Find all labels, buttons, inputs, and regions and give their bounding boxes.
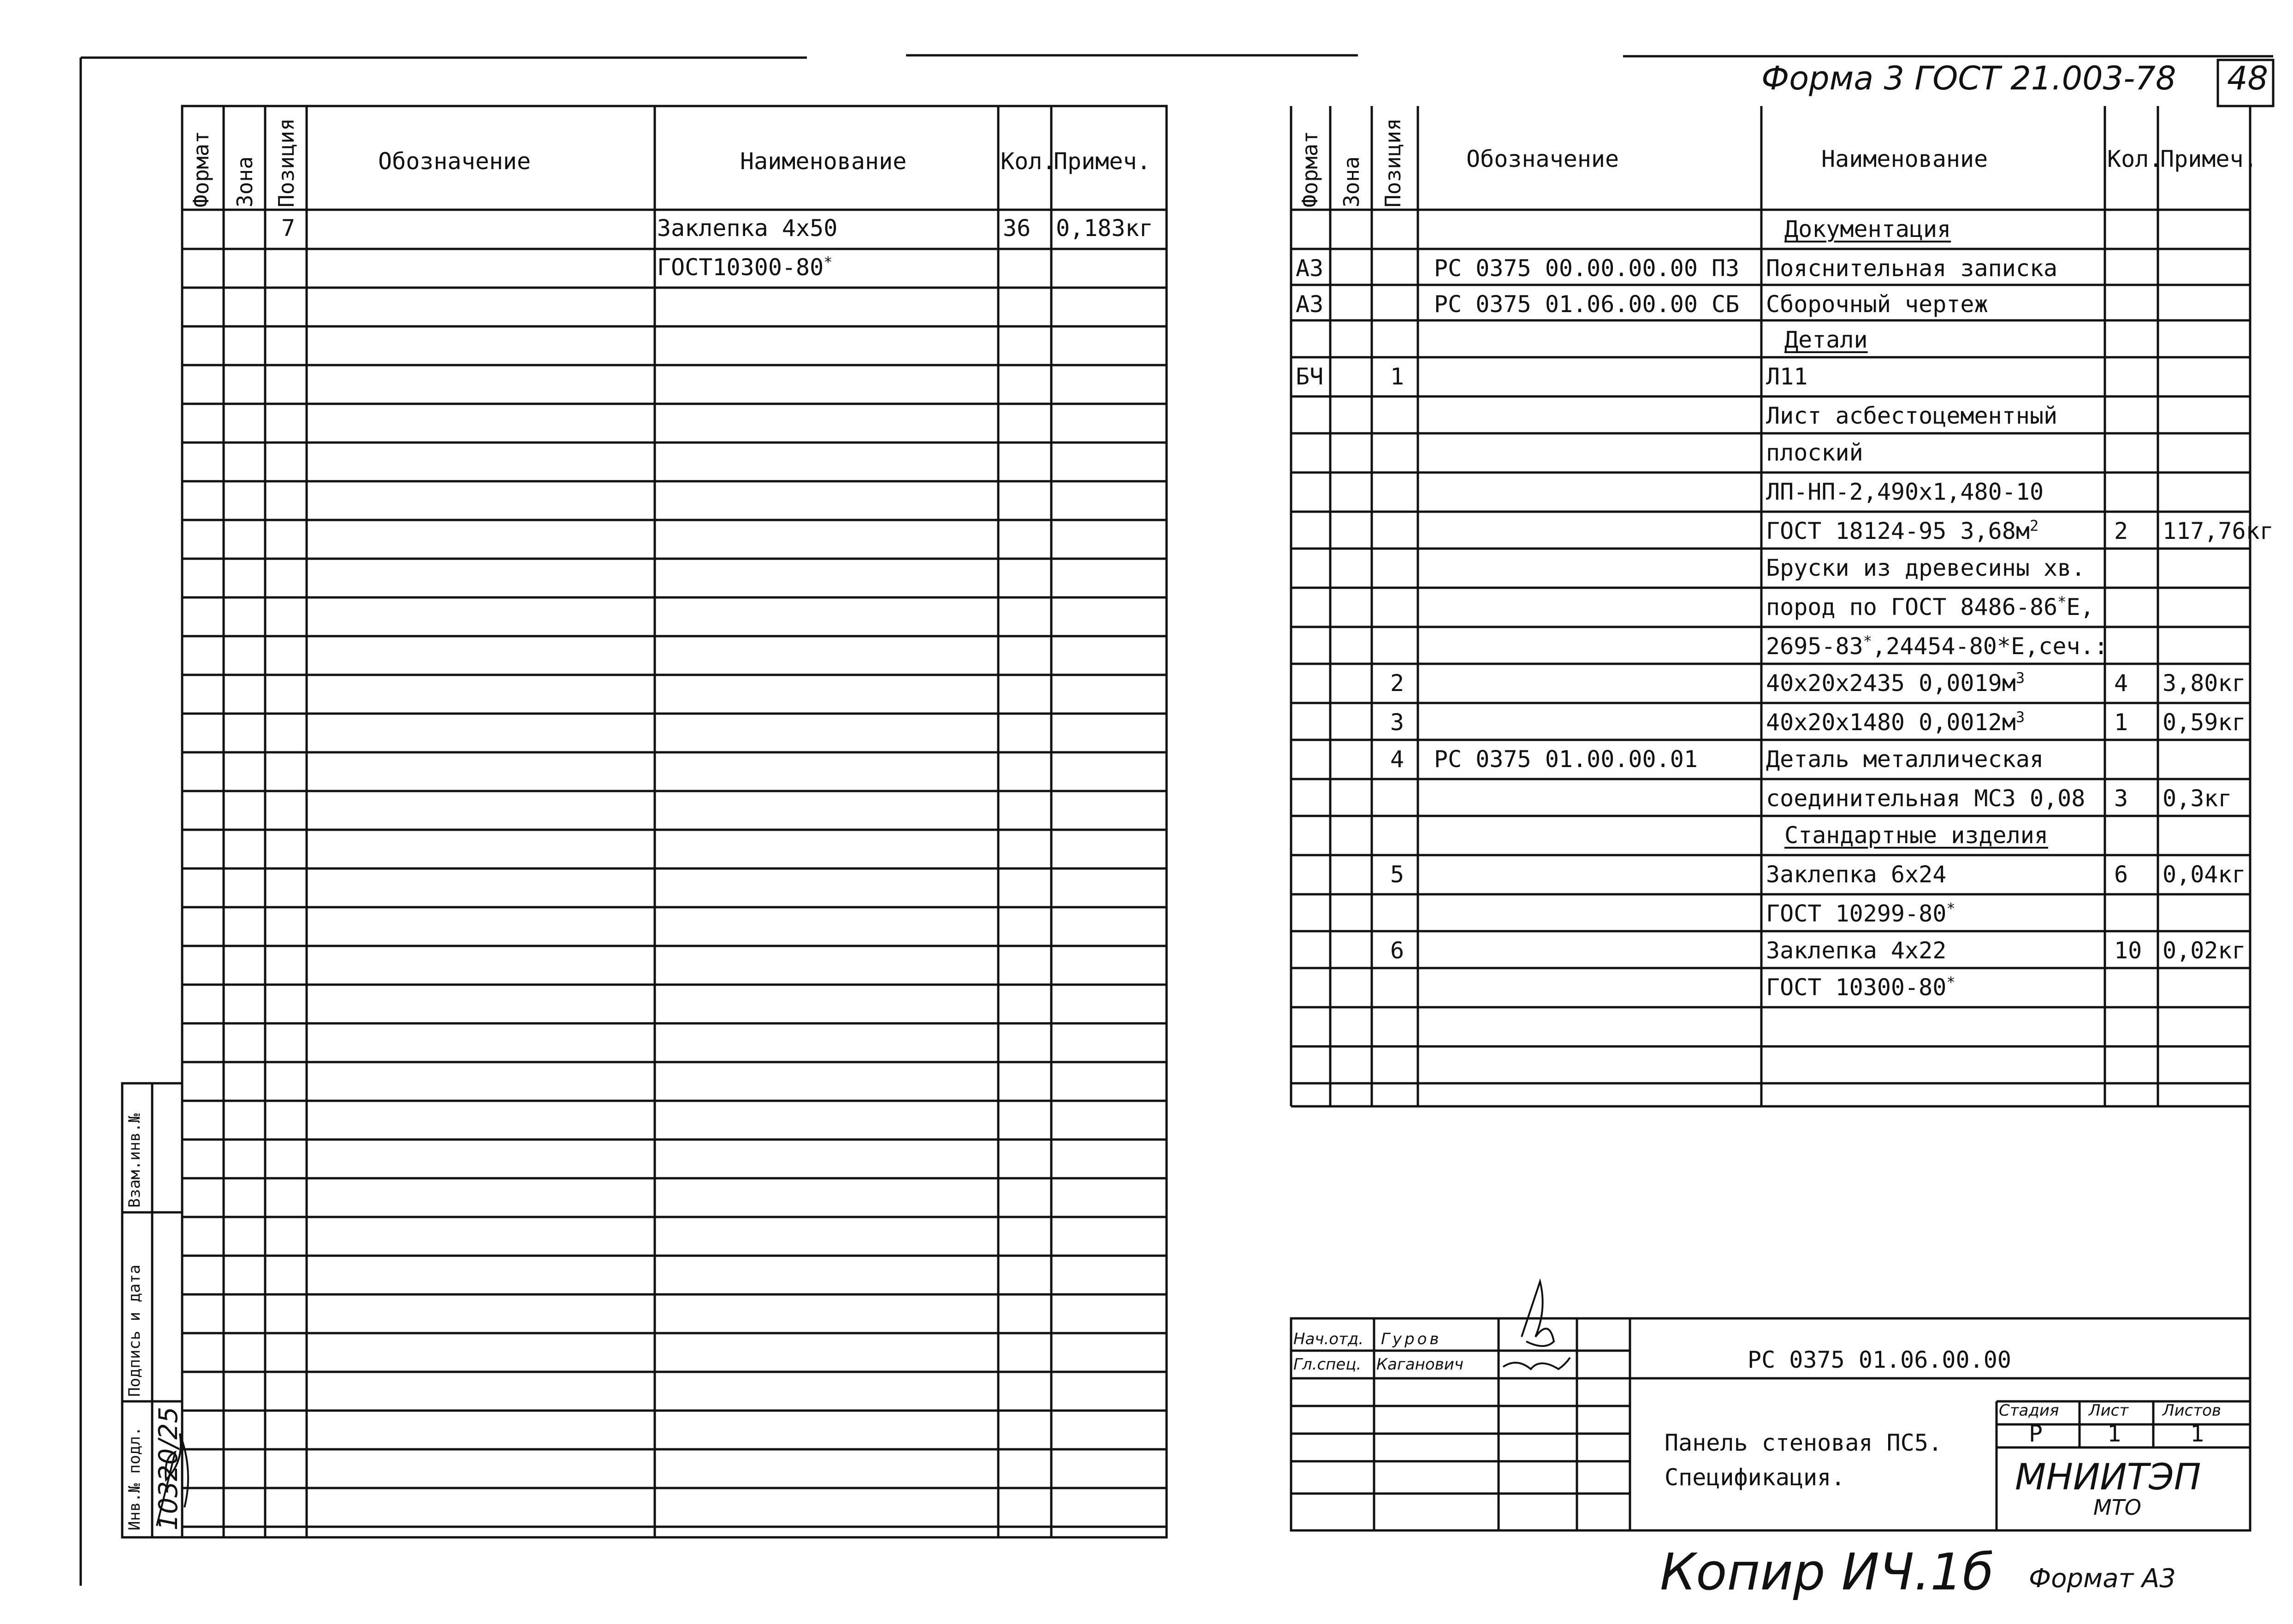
right-row-16-name: соединительная МСЗ 0,08 <box>1766 785 2086 812</box>
right-row-5-format: БЧ <box>1296 363 1324 390</box>
right-row-9-qty: 2 <box>2114 518 2128 544</box>
tb-person-2: Каганович <box>1376 1355 1463 1374</box>
right-row-3-format: А3 <box>1296 291 1324 318</box>
section-heading: Детали <box>1784 326 1868 353</box>
right-row-16-qty: 3 <box>2114 785 2128 812</box>
right-row-18-qty: 6 <box>2114 861 2128 888</box>
header-note: Примеч. <box>1054 148 1151 175</box>
footer-format: Формат А3 <box>2029 1564 2176 1594</box>
right-row-5-name: Л11 <box>1766 363 1808 390</box>
right-row-15-designation: РС 0375 01.00.00.01 <box>1434 746 1698 773</box>
right-row-3-designation: РС 0375 01.06.00.00 СБ <box>1434 291 1740 318</box>
right-row-2-format: А3 <box>1296 255 1324 282</box>
tb-sheet: 1 <box>2107 1420 2121 1447</box>
right-row-2-name: Пояснительная записка <box>1766 255 2058 282</box>
stamp-handwritten-number: 10320/25 <box>154 1406 184 1530</box>
tb-role-2: Гл.спец. <box>1293 1355 1362 1374</box>
right-row-13-qty: 4 <box>2114 670 2128 697</box>
right-row-5-pos: 1 <box>1390 363 1404 390</box>
right-row-15-name: Деталь металлическая <box>1766 746 2044 773</box>
header-designation: Обозначение <box>378 148 531 175</box>
right-row-2-designation: РС 0375 00.00.00.00 ПЗ <box>1434 255 1740 282</box>
left-row-1-name: Заклепка 4х50 <box>657 215 838 242</box>
right-row-3-name: Сборочный чертеж <box>1766 291 1988 318</box>
tb-dept: МТО <box>2093 1495 2141 1520</box>
right-row-21-name: ГОСТ 10300-80* <box>1766 973 1955 1001</box>
right-row-20-name: Заклепка 4х22 <box>1766 937 1947 964</box>
header-format: Формат <box>189 130 213 207</box>
stamp-signature-date: Подпись и дата <box>125 1264 144 1397</box>
stamp-inv-orig: Инв.№ подл. <box>125 1426 144 1530</box>
right-row-18-note: 0,04кг <box>2163 861 2246 888</box>
r-header-format: Формат <box>1298 130 1322 207</box>
tb-person-1: Гуров <box>1381 1330 1442 1348</box>
right-row-13-pos: 2 <box>1390 670 1404 697</box>
right-row-9-note: 117,76кг <box>2163 518 2274 544</box>
r-header-position: Позиция <box>1381 118 1405 207</box>
header-qty: Кол. <box>1001 148 1056 175</box>
tb-title-line-1: Панель стеновая ПС5. <box>1665 1429 1943 1456</box>
right-row-18-pos: 5 <box>1390 861 1404 888</box>
page-number: 48 <box>2227 59 2269 97</box>
form-caption: Форма 3 ГОСТ 21.003-78 <box>1761 59 2176 97</box>
stamp-replace-inv: Взам.инв.№ <box>125 1113 144 1208</box>
right-row-15-pos: 4 <box>1390 746 1404 773</box>
right-row-20-note: 0,02кг <box>2163 937 2246 964</box>
r-header-designation: Обозначение <box>1466 146 1619 172</box>
right-row-14-pos: 3 <box>1390 709 1404 736</box>
tb-title-line-2: Спецификация. <box>1665 1464 1845 1491</box>
right-row-20-qty: 10 <box>2114 937 2142 964</box>
header-name: Наименование <box>740 148 907 175</box>
tb-sheets: 1 <box>2190 1420 2204 1447</box>
right-row-20-pos: 6 <box>1390 937 1404 964</box>
right-row-10-name: Бруски из древесины хв. <box>1766 555 2086 581</box>
left-row-1-note: 0,183кг <box>1056 215 1153 242</box>
right-row-14-name: 40х20х1480 $0,0012м^3$ <box>1766 708 2025 736</box>
left-row-1-pos: 7 <box>281 215 296 242</box>
section-heading: Документация <box>1784 216 1951 242</box>
right-row-9-name: ГОСТ 18124-95 $3,68м^2$ <box>1766 517 2039 544</box>
right-row-14-note: 0,59кг <box>2163 709 2246 736</box>
right-row-13-name: 40х20х2435 $0,0019м^3$ <box>1766 669 2025 697</box>
r-header-note: Примеч. <box>2160 146 2257 172</box>
header-zone: Зона <box>232 156 257 207</box>
r-header-name: Наименование <box>1821 146 1988 172</box>
right-row-12-name: 2695-83*,24454-80*Е,сеч.: <box>1766 632 2108 660</box>
right-row-11-name: пород по ГОСТ 8486-86*Е, <box>1766 593 2094 620</box>
tb-stage: Р <box>2029 1420 2043 1447</box>
right-row-8-name: ЛП-НП-2,490х1,480-10 <box>1766 478 2044 505</box>
footer-handwriting: Копир ИЧ.1б <box>1660 1542 1994 1601</box>
tb-role-1: Нач.отд. <box>1293 1330 1364 1348</box>
tb-stage-label: Стадия <box>1999 1401 2059 1420</box>
header-position: Позиция <box>274 118 299 207</box>
right-row-7-name: плоский <box>1766 439 1863 466</box>
right-row-19-name: ГОСТ 10299-80* <box>1766 899 1955 927</box>
right-row-6-name: Лист асбестоцементный <box>1766 402 2058 429</box>
r-header-zone: Зона <box>1339 156 1364 207</box>
right-row-16-note: 0,3кг <box>2163 785 2232 812</box>
tb-sheets-label: Листов <box>2163 1401 2222 1420</box>
r-header-qty: Кол. <box>2107 146 2163 172</box>
tb-document-code: РС 0375 01.06.00.00 <box>1748 1346 2011 1373</box>
section-heading: Стандартные изделия <box>1784 822 2048 849</box>
left-row-1-qty: 36 <box>1003 215 1031 242</box>
tb-org: МНИИТЭП <box>2015 1457 2201 1498</box>
tb-sheet-label: Лист <box>2089 1401 2129 1420</box>
right-row-13-note: 3,80кг <box>2163 670 2246 697</box>
right-row-14-qty: 1 <box>2114 709 2128 736</box>
right-row-18-name: Заклепка 6х24 <box>1766 861 1947 888</box>
left-row-2-name: ГОСТ10300-80* <box>657 253 833 281</box>
